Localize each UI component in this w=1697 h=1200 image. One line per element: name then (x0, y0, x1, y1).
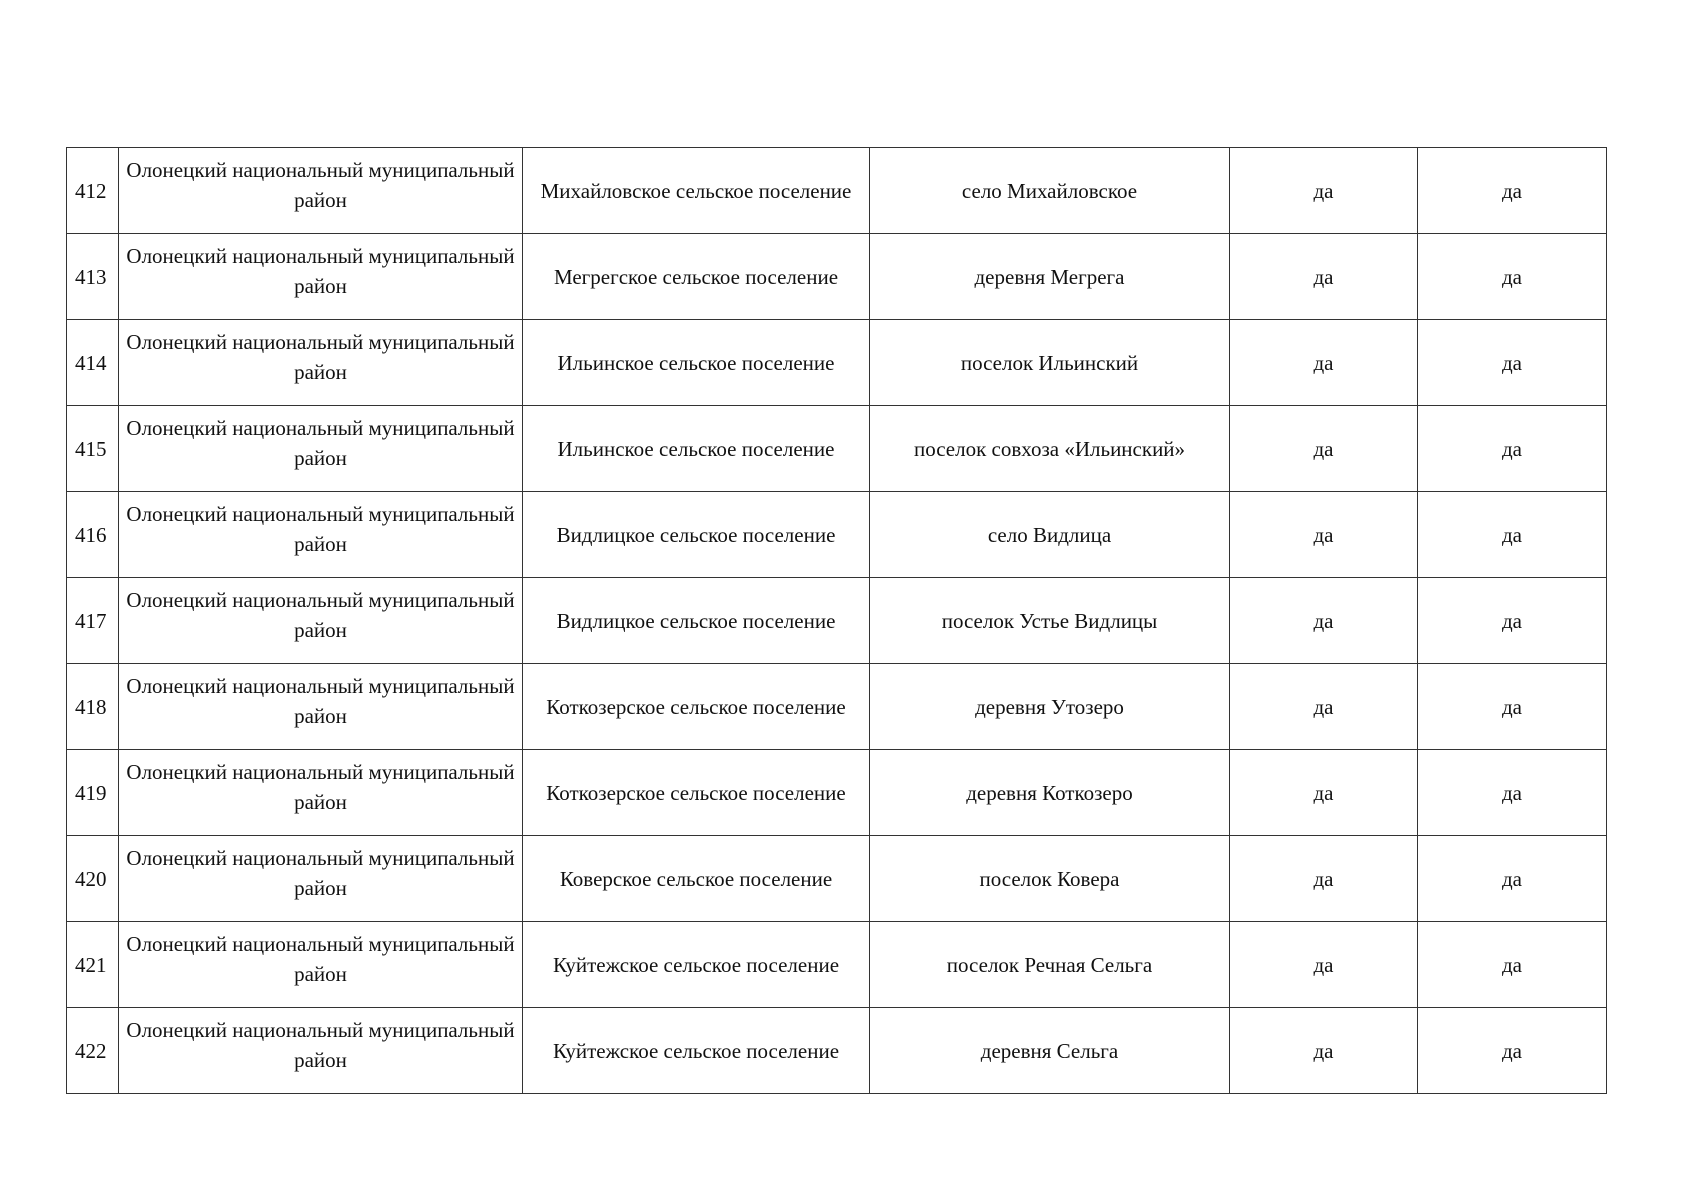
locality-text: поселок Устье Видлицы (941, 608, 1158, 633)
table-row (67, 922, 1607, 1008)
row-number-text: 422 (75, 1038, 107, 1063)
row-number-text: 419 (75, 780, 107, 805)
flag-cell-2 (1418, 492, 1607, 578)
flag-cell-2 (1418, 836, 1607, 922)
flag-cell-1 (1230, 406, 1418, 492)
row-number-text: 415 (75, 436, 107, 461)
flag-cell-1 (1230, 148, 1418, 234)
district-cell (119, 836, 523, 922)
row-number-cell (67, 1008, 119, 1094)
settlement-text: Ильинское сельское поселение (557, 350, 835, 375)
locality-text: деревня Коткозеро (966, 780, 1133, 805)
row-number-cell (67, 664, 119, 750)
row-number-text: 413 (75, 264, 107, 289)
district-text: Олонецкий национальный муниципальный район (126, 673, 515, 728)
district-cell (119, 320, 523, 406)
row-number-text: 418 (75, 694, 107, 719)
flag-text-1: да (1313, 436, 1334, 461)
locality-cell (870, 750, 1230, 836)
flag-cell-2 (1418, 750, 1607, 836)
settlement-cell (523, 922, 870, 1008)
flag-cell-1 (1230, 664, 1418, 750)
locality-text: село Видлица (987, 522, 1112, 547)
district-text: Олонецкий национальный муниципальный район (126, 1017, 515, 1072)
flag-text-1: да (1313, 866, 1334, 891)
table-row (67, 492, 1607, 578)
settlement-text: Куйтежское сельское поселение (552, 952, 840, 977)
locality-text: поселок Ильинский (960, 350, 1139, 375)
settlement-cell (523, 406, 870, 492)
row-number-text: 421 (75, 952, 107, 977)
locality-cell (870, 664, 1230, 750)
district-text: Олонецкий национальный муниципальный район (126, 931, 515, 986)
flag-text-2: да (1501, 952, 1522, 977)
locality-cell (870, 148, 1230, 234)
flag-text-2: да (1501, 608, 1522, 633)
locality-text: село Михайловское (961, 178, 1138, 203)
flag-text-1: да (1313, 350, 1334, 375)
settlement-cell (523, 234, 870, 320)
flag-cell-2 (1418, 578, 1607, 664)
settlement-cell (523, 320, 870, 406)
flag-text-1: да (1313, 694, 1334, 719)
settlement-text: Коткозерское сельское поселение (546, 694, 846, 719)
district-text: Олонецкий национальный муниципальный район (126, 329, 515, 384)
district-text: Олонецкий национальный муниципальный район (126, 501, 515, 556)
table-row (67, 750, 1607, 836)
flag-cell-1 (1230, 578, 1418, 664)
flag-text-2: да (1501, 866, 1522, 891)
flag-cell-1 (1230, 492, 1418, 578)
row-number-text: 420 (75, 866, 107, 891)
settlement-text: Куйтежское сельское поселение (552, 1038, 840, 1063)
flag-text-1: да (1313, 178, 1334, 203)
locality-cell (870, 578, 1230, 664)
row-number-cell (67, 234, 119, 320)
flag-text-2: да (1501, 522, 1522, 547)
locality-cell (870, 1008, 1230, 1094)
district-text: Олонецкий национальный муниципальный район (126, 759, 515, 814)
settlement-text: Михайловское сельское поселение (540, 178, 852, 203)
table-row (67, 148, 1607, 234)
flag-cell-1 (1230, 320, 1418, 406)
locality-text: поселок совхоза «Ильинский» (913, 436, 1186, 461)
table-row (67, 234, 1607, 320)
row-number-cell (67, 578, 119, 664)
settlement-cell (523, 148, 870, 234)
flag-text-2: да (1501, 1038, 1522, 1063)
row-number-cell (67, 148, 119, 234)
locality-cell (870, 836, 1230, 922)
locality-text: деревня Сельга (980, 1038, 1119, 1063)
flag-cell-2 (1418, 1008, 1607, 1094)
flag-text-2: да (1501, 436, 1522, 461)
row-number-text: 412 (75, 178, 107, 203)
settlement-cell (523, 664, 870, 750)
district-cell (119, 492, 523, 578)
table-row (67, 664, 1607, 750)
flag-text-1: да (1313, 608, 1334, 633)
flag-text-1: да (1313, 780, 1334, 805)
locality-cell (870, 406, 1230, 492)
table-row (67, 406, 1607, 492)
locality-cell (870, 320, 1230, 406)
settlement-text: Видлицкое сельское поселение (556, 608, 836, 633)
flag-cell-1 (1230, 836, 1418, 922)
district-cell (119, 578, 523, 664)
district-cell (119, 148, 523, 234)
flag-cell-2 (1418, 234, 1607, 320)
district-cell (119, 406, 523, 492)
row-number-cell (67, 320, 119, 406)
settlement-text: Видлицкое сельское поселение (556, 522, 836, 547)
district-cell (119, 1008, 523, 1094)
flag-text-2: да (1501, 350, 1522, 375)
district-text: Олонецкий национальный муниципальный район (126, 415, 515, 470)
settlement-cell (523, 578, 870, 664)
locality-cell (870, 492, 1230, 578)
flag-cell-2 (1418, 148, 1607, 234)
table-row (67, 836, 1607, 922)
table-row (67, 1008, 1607, 1094)
district-cell (119, 750, 523, 836)
locality-cell (870, 234, 1230, 320)
flag-text-1: да (1313, 522, 1334, 547)
settlement-cell (523, 836, 870, 922)
settlement-text: Коверское сельское поселение (559, 866, 833, 891)
locality-text: деревня Утозеро (975, 694, 1124, 719)
flag-text-1: да (1313, 264, 1334, 289)
row-number-cell (67, 922, 119, 1008)
flag-cell-2 (1418, 406, 1607, 492)
district-text: Олонецкий национальный муниципальный район (126, 157, 515, 212)
flag-text-2: да (1501, 780, 1522, 805)
locality-text: поселок Речная Сельга (946, 952, 1153, 977)
flag-text-1: да (1313, 952, 1334, 977)
table-row (67, 320, 1607, 406)
row-number-cell (67, 750, 119, 836)
table-row (67, 578, 1607, 664)
flag-cell-2 (1418, 320, 1607, 406)
settlement-text: Коткозерское сельское поселение (546, 780, 846, 805)
settlement-text: Ильинское сельское поселение (557, 436, 835, 461)
row-number-text: 416 (75, 522, 107, 547)
row-number-text: 414 (75, 350, 107, 375)
district-cell (119, 664, 523, 750)
flag-cell-1 (1230, 922, 1418, 1008)
settlements-table (66, 147, 1607, 1094)
row-number-text: 417 (75, 608, 107, 633)
flag-text-2: да (1501, 694, 1522, 719)
flag-cell-2 (1418, 664, 1607, 750)
flag-text-2: да (1501, 178, 1522, 203)
flag-text-1: да (1313, 1038, 1334, 1063)
settlement-cell (523, 1008, 870, 1094)
locality-cell (870, 922, 1230, 1008)
flag-cell-2 (1418, 922, 1607, 1008)
district-text: Олонецкий национальный муниципальный район (126, 587, 515, 642)
flag-cell-1 (1230, 750, 1418, 836)
flag-cell-1 (1230, 234, 1418, 320)
locality-text: поселок Ковера (979, 866, 1120, 891)
district-cell (119, 922, 523, 1008)
row-number-cell (67, 836, 119, 922)
flag-text-2: да (1501, 264, 1522, 289)
district-text: Олонецкий национальный муниципальный район (126, 845, 515, 900)
row-number-cell (67, 492, 119, 578)
district-text: Олонецкий национальный муниципальный район (126, 243, 515, 298)
settlement-cell (523, 750, 870, 836)
settlement-text: Мегрегское сельское поселение (553, 264, 839, 289)
flag-cell-1 (1230, 1008, 1418, 1094)
district-cell (119, 234, 523, 320)
locality-text: деревня Мегрега (974, 264, 1125, 289)
table-body (67, 148, 1607, 1094)
settlement-cell (523, 492, 870, 578)
row-number-cell (67, 406, 119, 492)
